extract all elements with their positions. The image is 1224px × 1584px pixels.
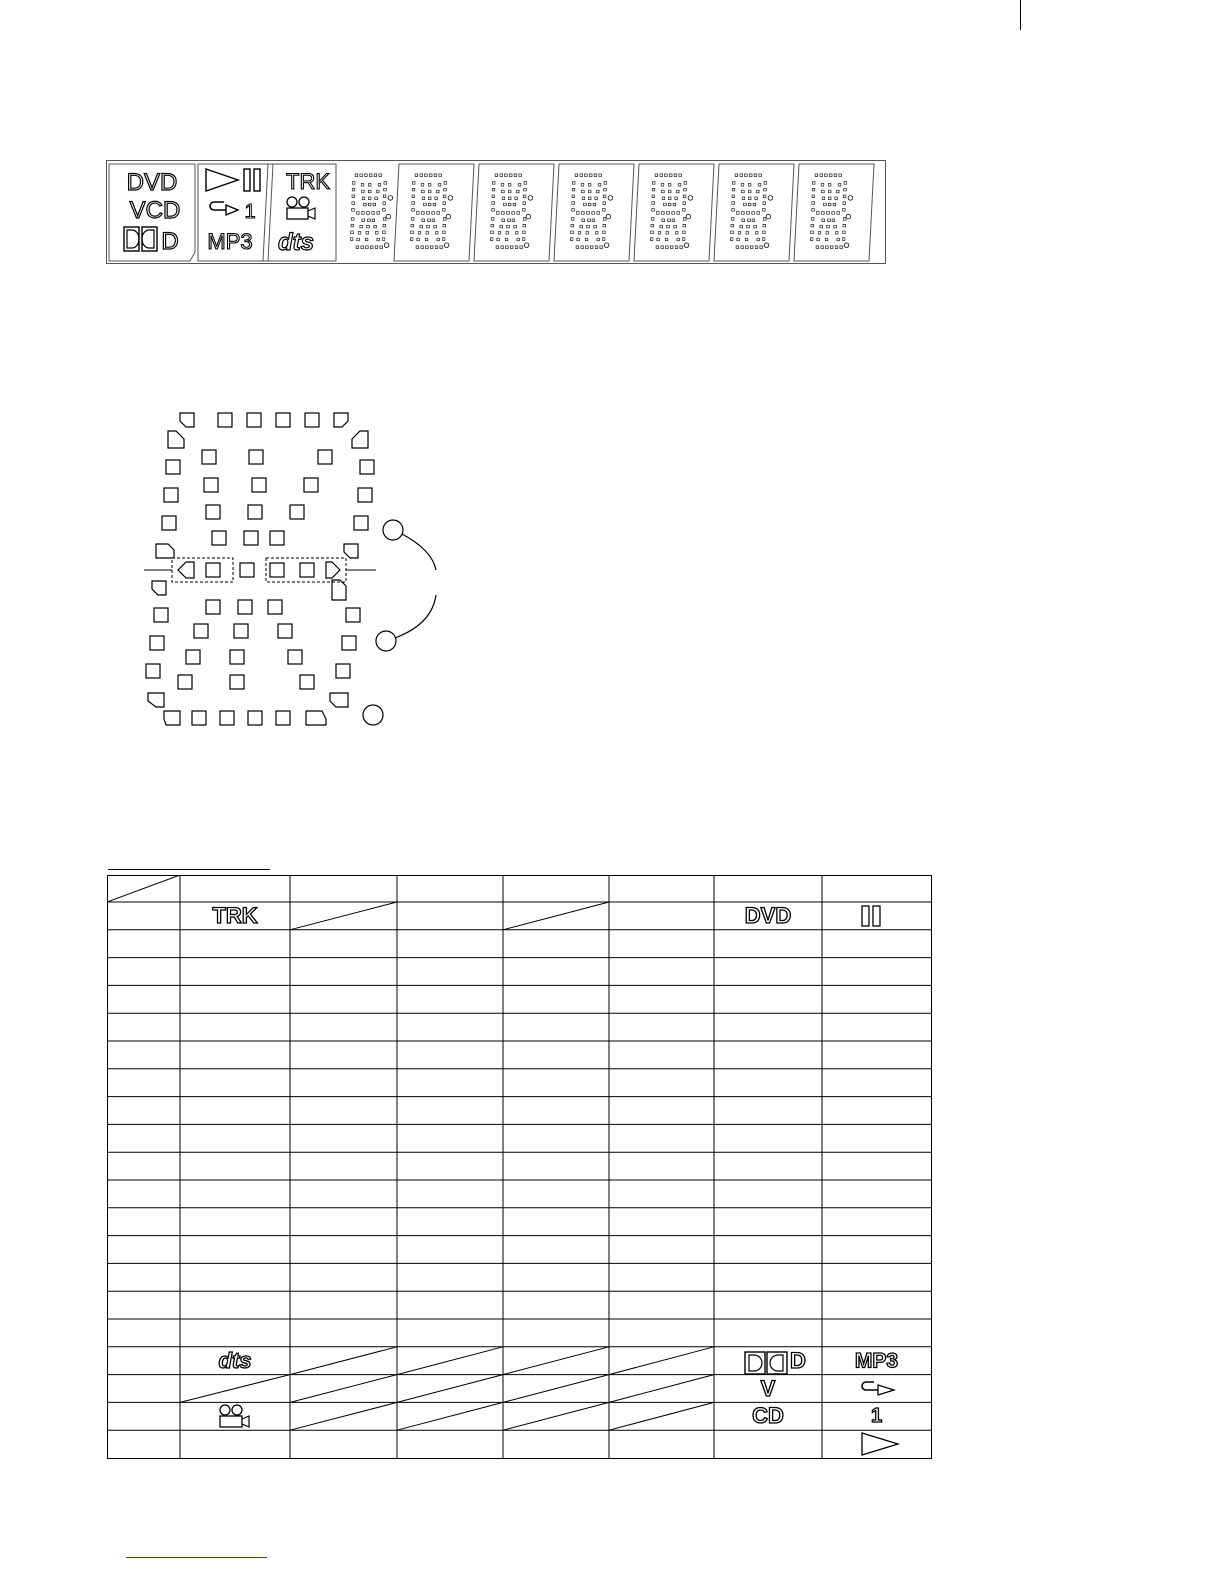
arrow-right-segment: [326, 562, 340, 578]
table-label-v: V: [760, 1375, 776, 1401]
segment-square: [166, 460, 180, 474]
dolby-icon: [124, 227, 179, 255]
segment-square: [146, 664, 160, 678]
segment-square: [304, 478, 318, 492]
segment-square: [212, 531, 226, 545]
segment-square: [268, 600, 282, 614]
empty-cell-slash: [290, 902, 397, 930]
trk-label: TRK: [286, 169, 330, 194]
segment-square: [342, 636, 356, 650]
empty-cell-slash: [290, 1402, 397, 1430]
segment-square: [300, 563, 314, 577]
segment-square: [220, 711, 234, 725]
segment-square: [249, 450, 263, 464]
character-cell: [350, 174, 392, 249]
vfd-display-panel: [106, 160, 886, 264]
empty-cell-slash: [503, 1375, 609, 1403]
segment-square: [150, 636, 164, 650]
segment-square: [248, 505, 262, 519]
top-rule: [1020, 0, 1021, 30]
segment-square: [164, 488, 178, 502]
empty-cell-slash: [107, 875, 180, 902]
segment-square: [162, 516, 176, 530]
empty-cell-slash: [503, 1402, 609, 1430]
colon-dot-upper: [383, 520, 403, 540]
segment-square: [360, 460, 374, 474]
character-cell: [554, 164, 634, 261]
play-pause-icon: [206, 169, 260, 191]
colon-bracket-upper: [402, 534, 436, 570]
dolby-label: D: [161, 228, 179, 255]
empty-cell-slash: [397, 1402, 503, 1430]
camera-icon-table: [220, 1405, 249, 1427]
camera-icon: [287, 197, 315, 219]
colon-dot-lower: [376, 631, 396, 651]
character-cell: [714, 164, 794, 261]
segment-square: [305, 413, 319, 427]
segment-square: [276, 413, 290, 427]
segment-square: [300, 675, 314, 689]
grid-lines: [107, 875, 932, 1459]
dolby-icon-table: [745, 1352, 787, 1374]
segment-square: [194, 624, 208, 638]
segment-square: [276, 711, 290, 725]
empty-cell-slash: [503, 902, 609, 930]
table-label-trk: TRK: [212, 902, 258, 928]
segment-square: [206, 505, 220, 519]
segment-square: [248, 711, 262, 725]
table-label-dts: dts: [218, 1347, 252, 1373]
empty-cell-slash: [397, 1347, 503, 1375]
empty-cell-slash: [609, 1402, 714, 1430]
decimal-dot: [363, 705, 383, 725]
segment-square: [178, 675, 192, 689]
empty-cell-slash: [609, 1375, 714, 1403]
mp3-label: MP3: [207, 229, 253, 254]
segment-grid-table: [107, 875, 932, 1459]
disc-label-vcd: VCD: [129, 197, 181, 224]
segment-square: [230, 650, 244, 664]
segment-square: [278, 624, 292, 638]
segment-square: [336, 664, 350, 678]
repeat-label: 1: [244, 201, 256, 223]
segment-square: [186, 650, 200, 664]
pause-icon: [862, 906, 880, 926]
empty-cell-slash: [397, 1375, 503, 1403]
footer-link-rule: [126, 1557, 267, 1558]
segment-diagram: [140, 410, 450, 740]
disc-label-dvd: DVD: [126, 169, 178, 196]
segment-square: [288, 650, 302, 664]
segment-square: [358, 488, 372, 502]
segment-square: [192, 711, 206, 725]
segment-square: [206, 563, 220, 577]
play-icon-table: [862, 1433, 898, 1455]
table-label-dvd: DVD: [744, 902, 792, 928]
character-cell: [794, 164, 874, 261]
character-cell: [634, 164, 714, 261]
segment-square: [270, 531, 284, 545]
table-label-dolby: D: [790, 1347, 806, 1373]
segment-square: [252, 478, 266, 492]
repeat-icon: [210, 201, 256, 223]
segment-square: [240, 563, 254, 577]
segment-square: [346, 608, 360, 622]
empty-cell-slash: [609, 1347, 714, 1375]
segment-square: [154, 608, 168, 622]
segment-square: [202, 450, 216, 464]
segment-square: [204, 478, 218, 492]
colon-bracket-lower: [395, 595, 436, 638]
segment-square: [238, 600, 252, 614]
segment-square: [354, 516, 368, 530]
table-label-mp3: MP3: [854, 1349, 899, 1373]
dts-label: dts: [278, 229, 314, 256]
segment-square: [218, 413, 232, 427]
table-label-cd: CD: [752, 1403, 784, 1429]
segment-square: [247, 413, 261, 427]
arrow-left-segment: [178, 562, 194, 578]
character-cell: [394, 164, 474, 261]
empty-cell-slash: [290, 1347, 397, 1375]
segment-square: [206, 600, 220, 614]
segment-square: [290, 505, 304, 519]
repeat-icon-table: [862, 1382, 894, 1395]
segment-square: [318, 450, 332, 464]
segment-square: [270, 563, 284, 577]
segment-square: [230, 675, 244, 689]
table-label-one: 1: [870, 1405, 883, 1428]
character-cell: [474, 164, 554, 261]
segment-square: [234, 624, 248, 638]
empty-cell-slash: [180, 1375, 290, 1403]
empty-cell-slash: [290, 1375, 397, 1403]
character-cells: [350, 164, 874, 261]
empty-cell-slash: [503, 1347, 609, 1375]
title-underline: [108, 869, 270, 870]
segment-square: [244, 531, 258, 545]
